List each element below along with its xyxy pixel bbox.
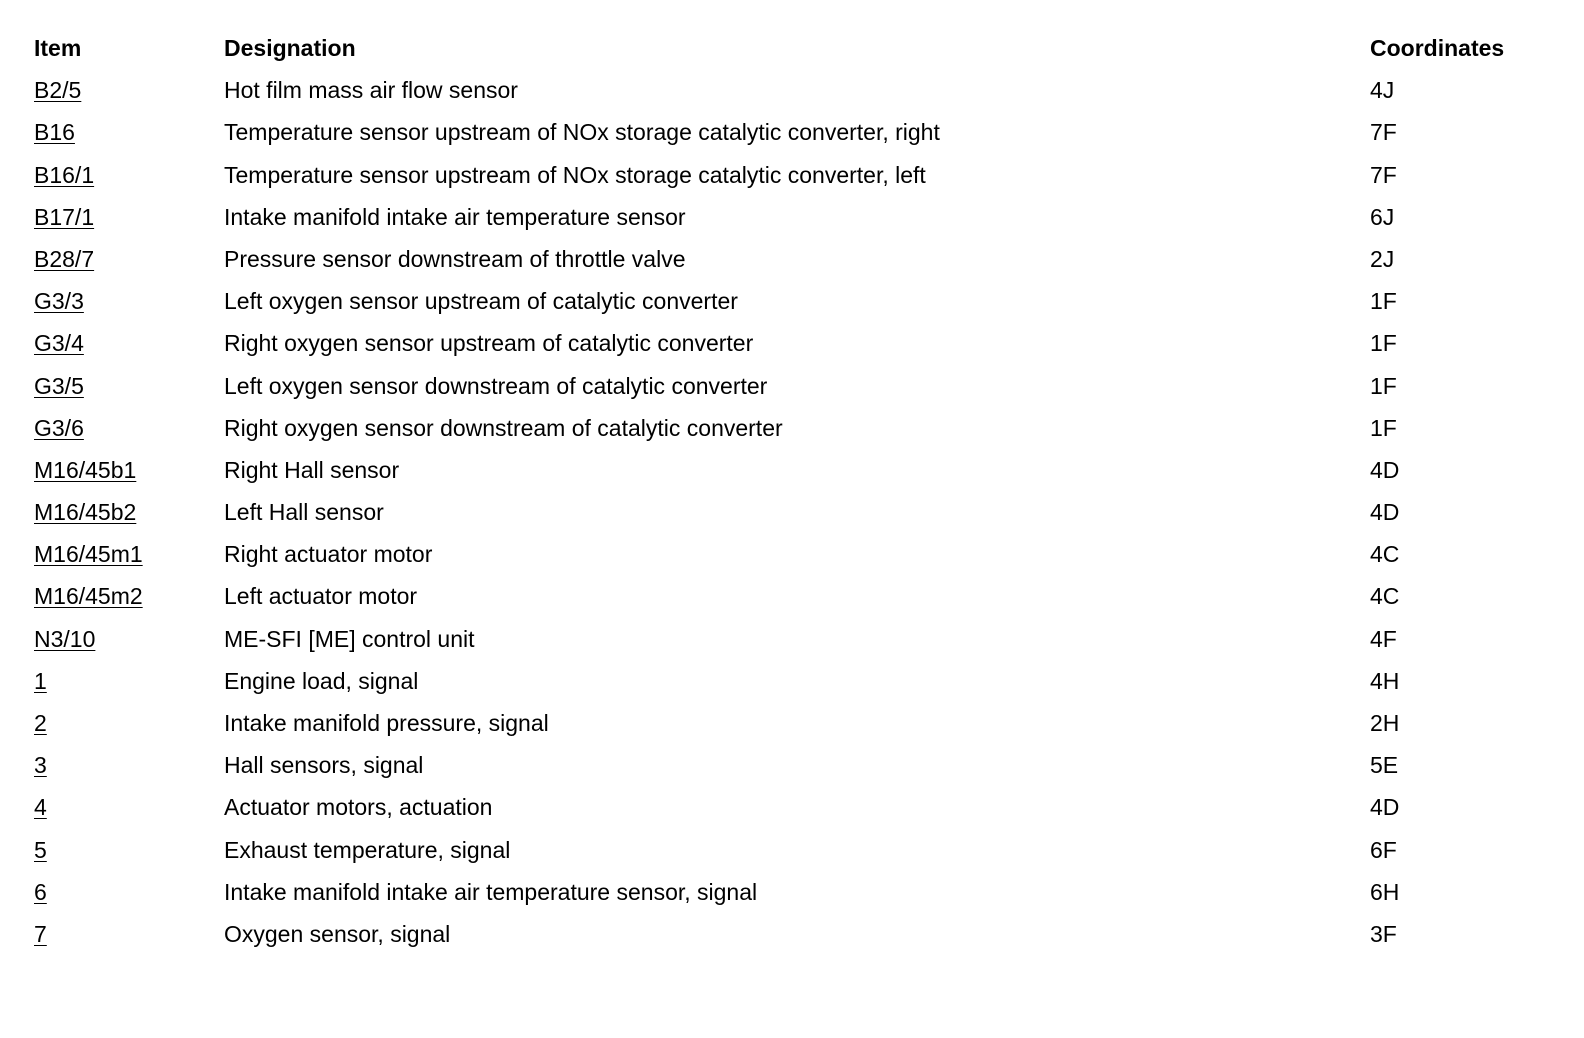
- component-legend-table: [34, 27, 1544, 955]
- item-link[interactable]: 2: [34, 710, 47, 736]
- coordinates-text: 2H: [1370, 710, 1400, 736]
- table-row: [34, 871, 1544, 913]
- item-link[interactable]: M16/45m2: [34, 583, 143, 610]
- item-link[interactable]: N3/10: [34, 625, 96, 652]
- table-row: [34, 365, 1544, 407]
- table-row: [34, 829, 1544, 871]
- designation-text: Hall sensors, signal: [224, 752, 424, 779]
- designation-text: Engine load, signal: [224, 667, 419, 694]
- coordinates-text: 4D: [1370, 456, 1400, 483]
- table-row: [34, 449, 1544, 491]
- table-row: [34, 491, 1544, 533]
- coordinates-text: 4D: [1370, 499, 1400, 526]
- coordinates-text: 1F: [1370, 288, 1397, 315]
- item-link[interactable]: B2/5: [34, 77, 82, 104]
- table-row: [34, 196, 1544, 238]
- coordinates-text: 1F: [1370, 372, 1397, 399]
- designation-text: Intake manifold intake air temperature sensor: [224, 203, 686, 230]
- item-link[interactable]: M16/45b1: [34, 456, 137, 483]
- item-link[interactable]: M16/45b2: [34, 499, 137, 526]
- table-row: [34, 111, 1544, 153]
- designation-text: Hot film mass air flow sensor: [224, 77, 518, 104]
- table-row: [34, 322, 1544, 364]
- designation-text: Right oxygen sensor downstream of catalytic converter: [224, 414, 783, 441]
- item-link[interactable]: B16: [34, 119, 75, 146]
- designation-text: Right actuator motor: [224, 541, 433, 568]
- table-row: [34, 744, 1544, 786]
- designation-text: Left oxygen sensor upstream of catalytic converter: [224, 288, 738, 315]
- designation-text: Right oxygen sensor upstream of catalytic converter: [224, 330, 754, 357]
- table-row: [34, 702, 1544, 744]
- item-link[interactable]: B28/7: [34, 245, 95, 272]
- designation-text: Exhaust temperature, signal: [224, 836, 511, 863]
- table-row: [34, 913, 1544, 955]
- coordinates-text: 4D: [1370, 794, 1400, 821]
- item-link[interactable]: 3: [34, 752, 47, 779]
- table-header-row: [34, 27, 1544, 69]
- item-link[interactable]: 7: [34, 920, 47, 947]
- designation-column-header: Designation: [224, 35, 356, 61]
- item-link[interactable]: 4: [34, 794, 47, 821]
- designation-text: Actuator motors, actuation: [224, 794, 493, 821]
- designation-text: Right Hall sensor: [224, 456, 400, 483]
- coordinates-text: 6J: [1370, 203, 1395, 230]
- designation-text: Pressure sensor downstream of throttle valve: [224, 245, 686, 272]
- coordinates-text: 1F: [1370, 330, 1397, 357]
- designation-text: Intake manifold pressure, signal: [224, 710, 549, 736]
- table-row: [34, 533, 1544, 575]
- item-link[interactable]: G3/6: [34, 414, 84, 441]
- designation-text: Temperature sensor upstream of NOx storage catalytic converter, right: [224, 119, 940, 146]
- item-link[interactable]: B17/1: [34, 203, 95, 230]
- item-link[interactable]: 5: [34, 836, 47, 863]
- table-row: [34, 154, 1544, 196]
- item-link[interactable]: 1: [34, 667, 47, 694]
- coordinates-text: 6F: [1370, 836, 1397, 863]
- item-link[interactable]: G3/3: [34, 288, 84, 315]
- table-row: [34, 69, 1544, 111]
- coordinates-text: 4C: [1370, 541, 1400, 568]
- coordinates-column-header: Coordinates: [1370, 35, 1505, 61]
- coordinates-text: 4H: [1370, 667, 1400, 694]
- item-column-header: Item: [34, 35, 82, 61]
- designation-text: Left actuator motor: [224, 583, 418, 610]
- coordinates-text: 4C: [1370, 583, 1400, 610]
- item-link[interactable]: B16/1: [34, 161, 95, 188]
- item-link[interactable]: G3/5: [34, 372, 84, 399]
- table-row: [34, 280, 1544, 322]
- designation-text: Left oxygen sensor downstream of catalytic converter: [224, 372, 768, 399]
- table-row: [34, 238, 1544, 280]
- coordinates-text: 4F: [1370, 625, 1397, 652]
- coordinates-text: 5E: [1370, 752, 1399, 779]
- designation-text: Oxygen sensor, signal: [224, 920, 451, 947]
- designation-text: Intake manifold intake air temperature sensor, signal: [224, 878, 758, 905]
- table-row: [34, 786, 1544, 828]
- table-row: [34, 575, 1544, 617]
- designation-text: ME-SFI [ME] control unit: [224, 625, 475, 652]
- table-row: [34, 407, 1544, 449]
- coordinates-text: 4J: [1370, 77, 1395, 104]
- designation-text: Left Hall sensor: [224, 499, 384, 526]
- table-row: [34, 618, 1544, 660]
- coordinates-text: 3F: [1370, 920, 1397, 947]
- item-link[interactable]: G3/4: [34, 330, 84, 357]
- table-row: [34, 660, 1544, 702]
- coordinates-text: 1F: [1370, 414, 1397, 441]
- coordinates-text: 7F: [1370, 161, 1397, 188]
- table-body: [34, 69, 1544, 955]
- item-link[interactable]: 6: [34, 878, 47, 905]
- coordinates-text: 7F: [1370, 119, 1397, 146]
- designation-text: Temperature sensor upstream of NOx storage catalytic converter, left: [224, 161, 926, 188]
- coordinates-text: 6H: [1370, 878, 1400, 905]
- coordinates-text: 2J: [1370, 245, 1395, 272]
- item-link[interactable]: M16/45m1: [34, 541, 143, 568]
